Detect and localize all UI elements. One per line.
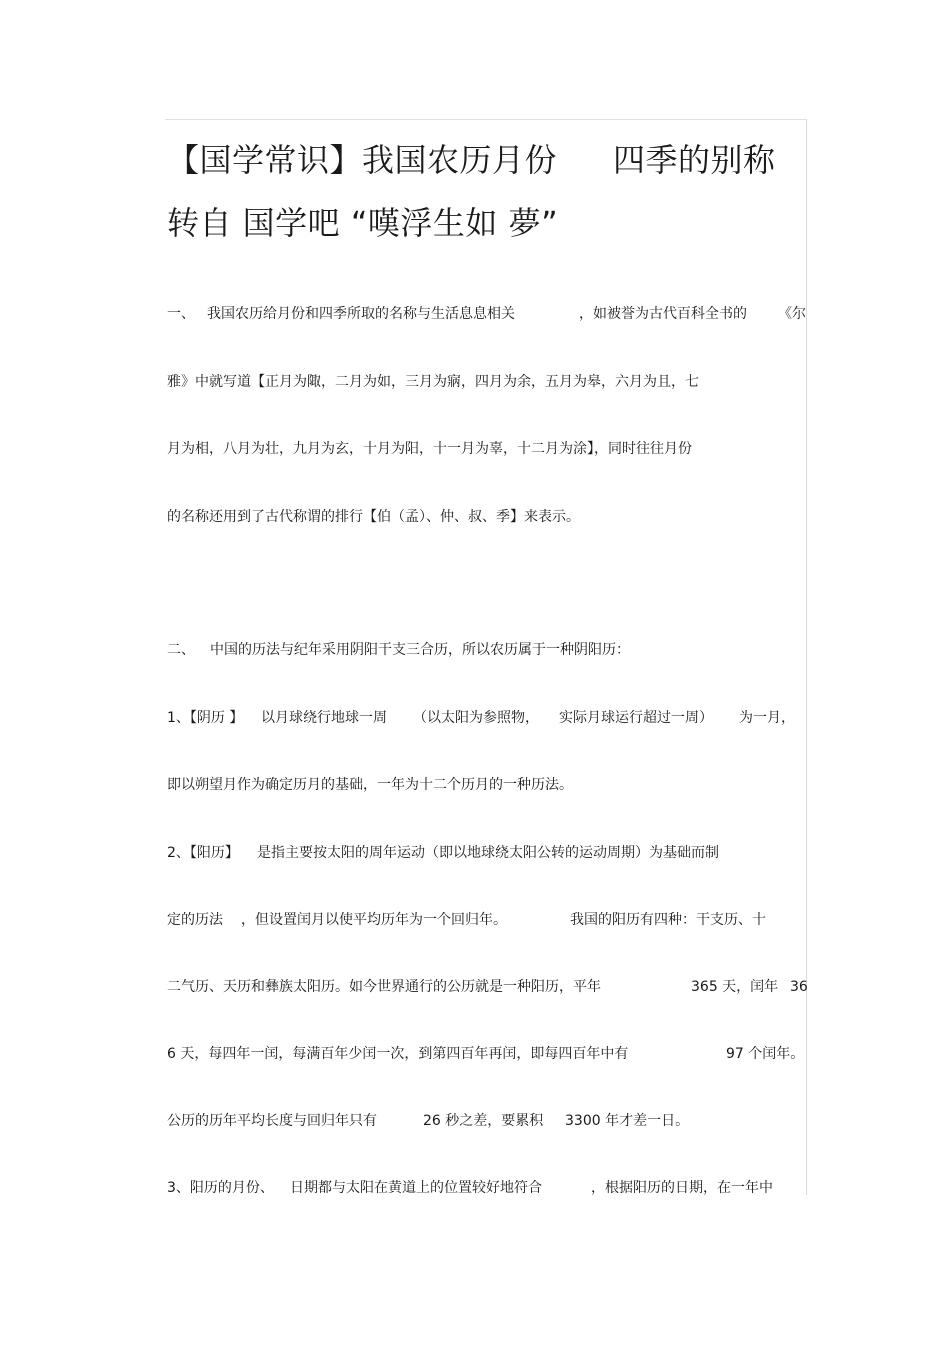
title-part-2: 四季的别称 <box>613 141 776 179</box>
item2-line-2-a: 定的历法 <box>167 912 223 928</box>
para1-line-1-end: 《尔 <box>778 306 806 322</box>
item1-line-2: 即以朔望月作为确定历月的基础，一年为十二个历月的一种历法。 <box>167 777 573 793</box>
item1-text-c: 实际月球运行超过一周） <box>559 710 713 726</box>
item2-line-5-c: 3300 年才差一日。 <box>565 1113 690 1129</box>
item3-text-a: 3、阳历的月份、 <box>167 1180 274 1196</box>
item2-line-4-b: 97 个闰年。 <box>726 1046 805 1062</box>
document-title <box>167 140 776 180</box>
para1-line-1-cont: ，如被誉为古代百科全书的 <box>579 306 747 322</box>
item1-text-d: 为一月， <box>739 710 795 726</box>
title-part-1: 【国学常识】我国农历月份 <box>167 141 558 179</box>
item2-line-5-a: 公历的历年平均长度与回归年只有 <box>167 1113 377 1129</box>
para1-line-2: 雅》中就写道【正月为陬，二月为如，三月为寎，四月为余，五月为皋，六月为且，七 <box>167 374 699 390</box>
para1-line-3: 月为相，八月为壮，九月为玄，十月为阳，十一月为辜，十二月为涂】，同时往往月份 <box>167 441 692 457</box>
item1-text-b: （以太阳为参照物， <box>413 710 539 726</box>
document-subtitle: 转自 国学吧 “嘆浮生如 夢” <box>167 204 559 242</box>
item2-label: 2、【阳历】 <box>167 845 239 861</box>
item2-text-a: 是指主要按太阳的周年运动（即以地球绕太阳公转的运动周期）为基础而制 <box>257 845 719 861</box>
para1-numeral: 一、 <box>167 306 195 322</box>
para1-line-4: 的名称还用到了古代称谓的排行【伯（孟）、仲、叔、季】来表示。 <box>167 509 580 525</box>
item2-line-3-c: 36 <box>790 979 808 995</box>
para2-heading-text: 中国的历法与纪年采用阴阳干支三合历，所以农历属于一种阴阳历： <box>210 642 630 658</box>
item2-line-2-c: 我国的阳历有四种：干支历、十 <box>570 912 766 928</box>
item1-label: 1、【阴历 】 <box>167 710 244 726</box>
para1-line-1-text: 我国农历给月份和四季所取的名称与生活息息相关 <box>207 306 515 322</box>
para2-numeral: 二、 <box>167 642 195 658</box>
item2-line-4-a: 6 天，每四年一闰，每满百年少闰一次，到第四百年再闰，即每四百年中有 <box>167 1046 629 1062</box>
item3-text-b: 日期都与太阳在黄道上的位置较好地符合 <box>290 1180 542 1196</box>
item2-line-2-b: ，但设置闰月以使平均历年为一个回归年。 <box>241 912 507 928</box>
item2-line-5-b: 26 秒之差，要累积 <box>423 1113 544 1129</box>
item2-line-3-a: 二气历、天历和彝族太阳历。如今世界通行的公历就是一种阳历，平年 <box>167 979 601 995</box>
item3-text-c: ，根据阳历的日期，在一年中 <box>591 1180 773 1196</box>
item2-line-3-b: 365 天，闰年 <box>691 979 779 995</box>
item1-text-a: 以月球绕行地球一周 <box>261 710 387 726</box>
